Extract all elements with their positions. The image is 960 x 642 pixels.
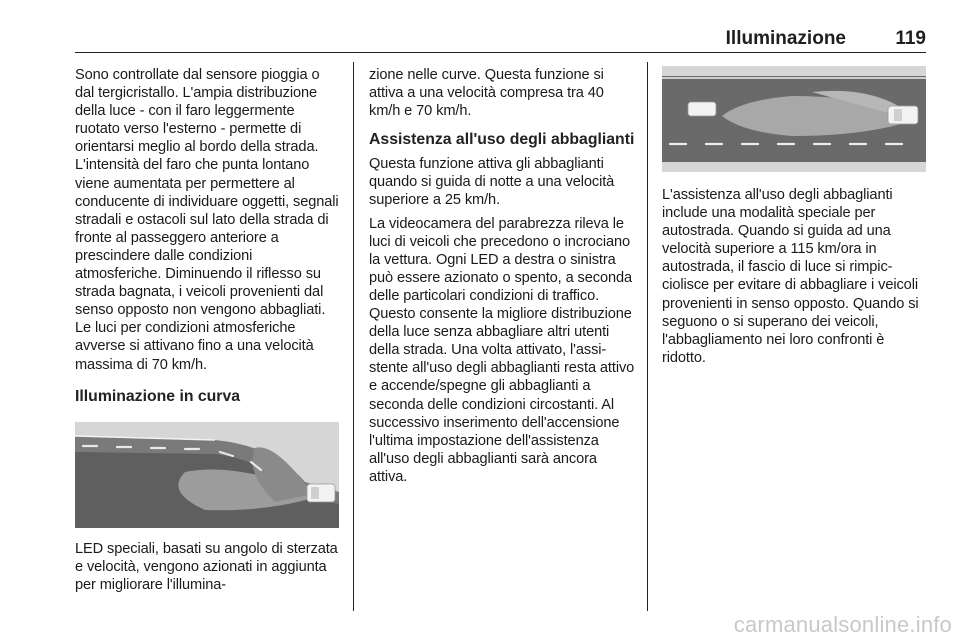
paragraph: zione nelle curve. Questa funzione si attiva a una velocità compresa tra 40 km/h e 70 km/h.	[369, 67, 604, 120]
curve-lighting-illustration	[75, 422, 339, 528]
paragraph: Questa funzione attiva gli abbaglianti quando si guida di notte a una velocità superiore a 25 km/h.	[369, 156, 615, 209]
column-divider-left	[353, 62, 354, 611]
column-1	[75, 66, 341, 599]
column-3	[662, 66, 928, 372]
page-header	[75, 26, 926, 53]
column-divider-right	[647, 62, 648, 611]
paragraph: LED speciali, basati su angolo di sterzata e velocità, vengono azionati in aggiunta per migliorare l'illumina-	[75, 540, 338, 593]
column-2	[369, 66, 635, 491]
watermark: carmanualsonline.info	[733, 612, 952, 637]
chapter-title: Illuminazione	[725, 28, 846, 49]
paragraph: La videocamera del parabrezza rileva le luci di veicoli che precedono o incrociano la vettura. Ogni LED a destra o sinistra può essere azionato o spento, a seconda delle particolari condizioni di traffico. Questo consente la migliore distribuzione della luce senza abbagliare altri utenti della strada. Una volta attivato, l'assistente all'uso degli abbaglianti resta attivo e accende/spegne gli abbaglianti a seconda delle condizioni circostanti. Al successivo inserimento dell'accensione l'ultima impostazione dell'assistenza all'uso degli abbaglianti sarà ancora attiva.	[369, 215, 635, 485]
highway-high-beam-illustration	[662, 66, 926, 172]
section-heading: Illuminazione in curva	[75, 387, 241, 405]
section-heading: Assistenza all'uso degli abbaglianti	[369, 131, 635, 149]
paragraph: Sono controllate dal sensore pioggia o dal tergicristallo. L'ampia distribuzione della luce - con il faro leggermente ruotato verso l'esterno - permette di orientarsi meglio al bordo della strada. L'intensità del faro che punta lontano viene aumentata per permettere al conducente di individuare oggetti, segnali stradali e ostacoli sul lato della strada di fronte al passeggero anteriore a prescindere dalle condizioni atmosferiche. Diminuendo il riflesso su strada bagnata, i veicoli provenienti dal senso opposto non vengono abbagliati. Le luci per condizioni atmosferiche avverse si attivano fino a una velocità massima di 70 km/h.	[75, 67, 339, 373]
page-number: 119	[895, 28, 926, 49]
paragraph: L'assistenza all'uso degli abbaglianti include una modalità speciale per autostrada. Quando si guida ad una velocità superiore a 115 km/ora in autostrada, il fascio di luce si rimpicciolisce per evitare di abbagliare i veicoli provenienti in senso opposto. Quando si seguono o si superano dei veicoli, l'abbagliamento nei loro confronti è ridotto.	[662, 187, 919, 366]
